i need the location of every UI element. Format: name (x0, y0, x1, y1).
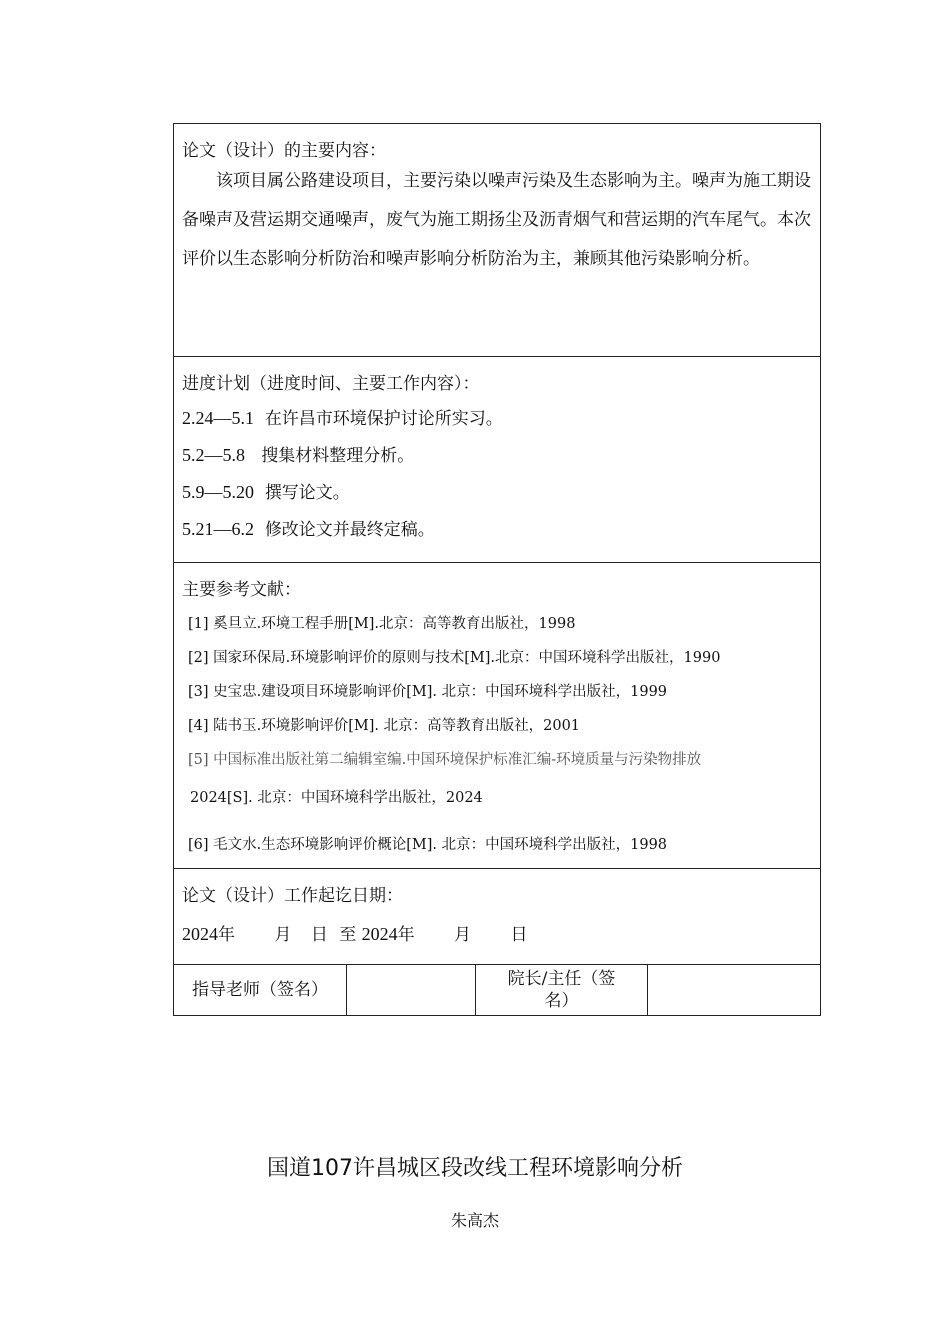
advisor-signature-label: 指导老师（签名） (174, 965, 347, 1016)
references-row (174, 563, 821, 869)
schedule-cell (174, 357, 821, 563)
schedule-item: 5.9—5.20 撰写论文。 (182, 482, 350, 503)
content-row (174, 124, 821, 357)
dean-signature-label: 院长/主任（签名） (476, 965, 648, 1016)
references-cell (174, 563, 821, 869)
document-author: 朱高杰 (450, 1211, 499, 1230)
reference-item: [4] 陆书玉.环境影响评价[M]. 北京：高等教育出版社，2001 (188, 718, 581, 734)
reference-item: [1] 奚旦立.环境工程手册[M].北京：高等教育出版社，1998 (188, 616, 576, 632)
reference-item: [5] 中国标准出版社第二编辑室编.中国环境保护标准汇编-环境质量与污染物排放 (188, 752, 702, 768)
reference-item: [6] 毛文水.生态环境影响评价概论[M]. 北京：中国环境科学出版社，1998 (188, 837, 668, 853)
content-cell (174, 124, 821, 357)
signature-row (174, 965, 821, 1016)
content-paragraph: 该项目属公路建设项目，主要污染以噪声污染及生态影响为主。噪声为施工期设备噪声及营运期交通噪声，废气为施工期扬尘及沥青烟气和营运期的汽车尾气。本次评价以生态影响分析防治和噪声影响分析防治为主，兼顾其他污染影响分析。 (182, 171, 811, 269)
schedule-row (174, 357, 821, 563)
dates-range: 2024年 月 日 至 2024年 月 日 (182, 924, 528, 945)
schedule-item: 5.2—5.8 搜集材料整理分析。 (182, 445, 415, 466)
schedule-item: 5.21—6.2 修改论文并最终定稿。 (182, 519, 435, 540)
reference-item: [3] 史宝忠.建设项目环境影响评价[M]. 北京：中国环境科学出版社，1999 (188, 684, 668, 700)
dates-label: 论文（设计）工作起讫日期： (182, 886, 403, 906)
schedule-label: 进度计划（进度时间、主要工作内容）： (182, 374, 480, 394)
dates-row (174, 869, 821, 965)
document-title: 国道107许昌城区段改线工程环境影响分析 (267, 1156, 683, 1181)
dean-signature-field[interactable] (648, 965, 821, 1016)
dates-cell (174, 869, 821, 965)
content-label: 论文（设计）的主要内容： (182, 141, 386, 161)
references-label: 主要参考文献： (182, 580, 301, 600)
reference-item-continued: 2024[S]. 北京：中国环境科学出版社，2024 (190, 790, 483, 806)
schedule-item: 2.24—5.1 在许昌市环境保护讨论所实习。 (182, 408, 503, 429)
advisor-signature-field[interactable] (347, 965, 476, 1016)
reference-item: [2] 国家环保局.环境影响评价的原则与技术[M].北京：中国环境科学出版社，1990 (188, 650, 721, 666)
task-form-table (173, 123, 821, 1016)
